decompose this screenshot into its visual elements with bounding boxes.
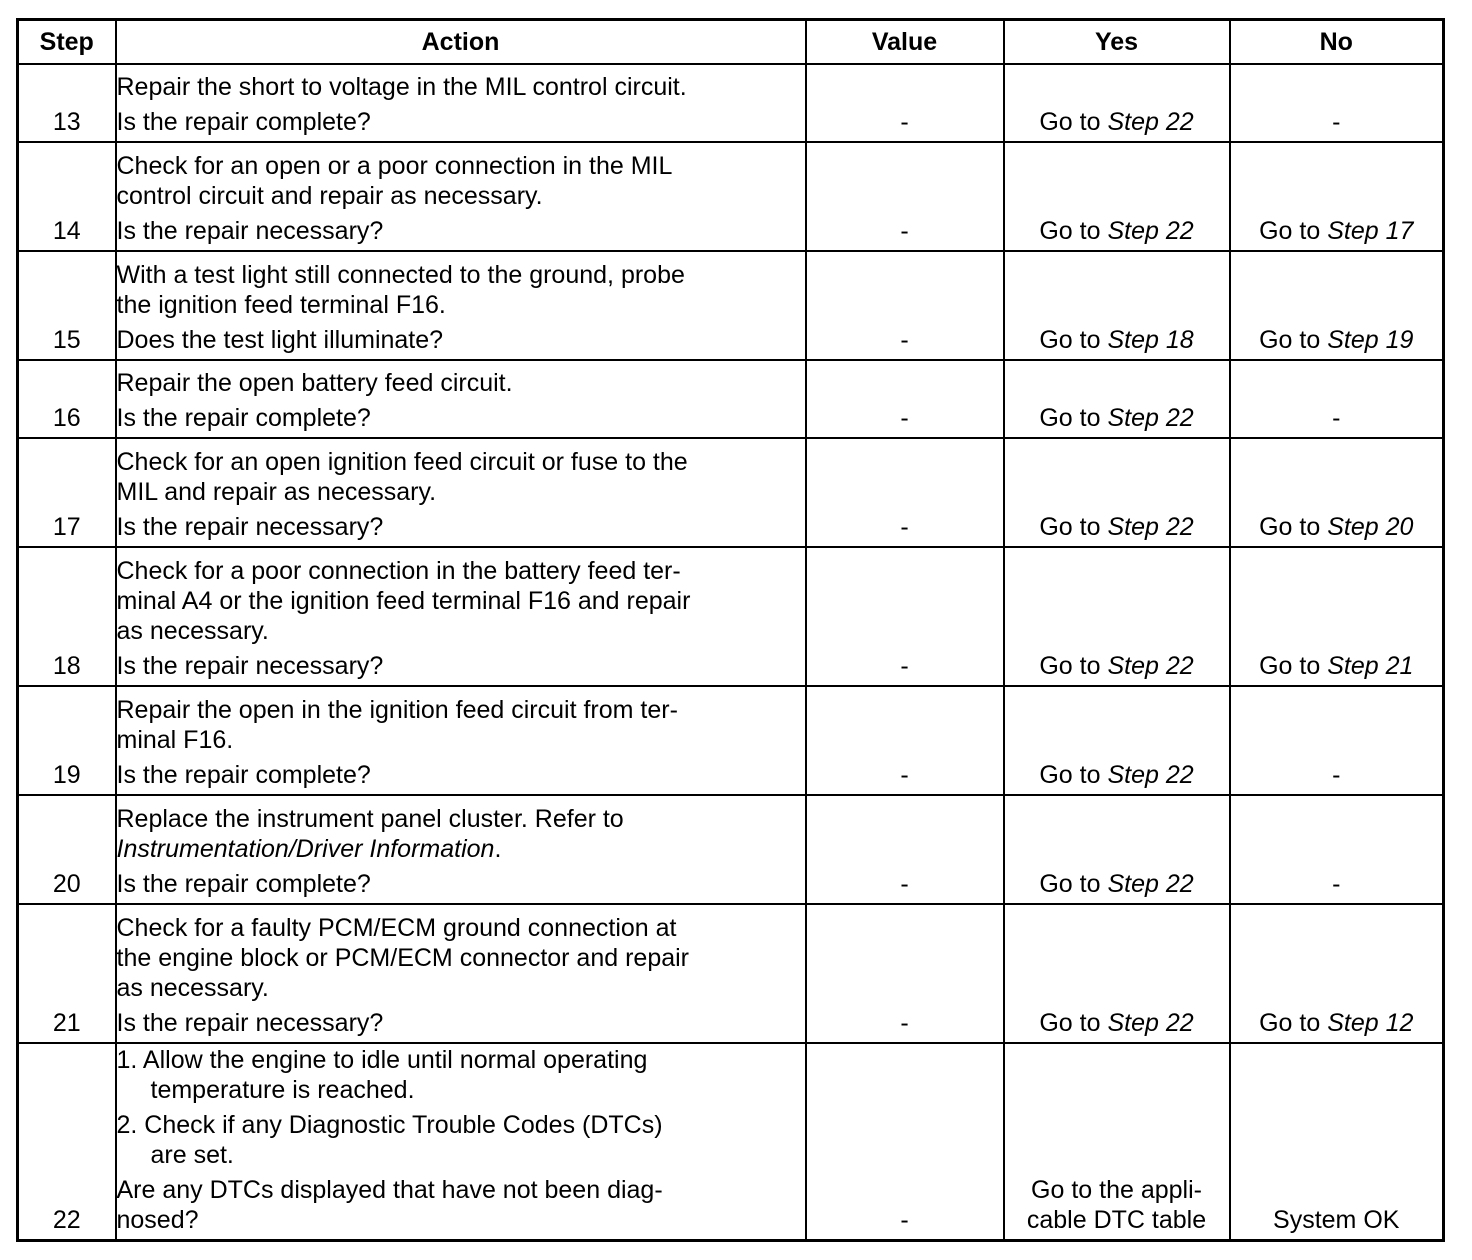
table-row <box>18 904 1444 1043</box>
value-cell: - <box>806 251 1004 360</box>
substep-text: 2. Check if any Diagnostic Trouble Codes (DTCs) <box>116 1111 663 1139</box>
action-cell <box>116 64 806 142</box>
table-row <box>18 795 1444 904</box>
header-row <box>18 20 1444 65</box>
action-text: Repair the open in the ignition feed circuit from ter- <box>116 696 678 724</box>
yes-cell <box>1004 904 1230 1043</box>
substep-text: 1. Allow the engine to idle until normal operating <box>116 1046 648 1074</box>
action-text: Repair the open battery feed circuit. <box>116 369 513 397</box>
action-text: . <box>494 835 502 863</box>
action-question: Is the repair necessary? <box>116 513 384 541</box>
no-cell <box>1230 142 1444 251</box>
yes-text: Go to the appli- <box>1031 1176 1202 1204</box>
diagnostic-table <box>16 18 1445 1242</box>
no-prefix: Go to <box>1259 513 1328 541</box>
action-cell <box>116 251 806 360</box>
yes-prefix: Go to <box>1039 513 1108 541</box>
no-cell <box>1230 251 1444 360</box>
action-substeps <box>117 1045 805 1170</box>
no-step-ref: Step 21 <box>1327 652 1414 680</box>
action-text: the ignition feed terminal F16. <box>116 291 446 319</box>
action-text: minal F16. <box>116 726 234 754</box>
action-text: Check for a faulty PCM/ECM ground connection at <box>116 914 677 942</box>
no-cell: System OK <box>1230 1043 1444 1241</box>
no-cell: - <box>1230 64 1444 142</box>
value-cell: - <box>806 142 1004 251</box>
no-cell <box>1230 438 1444 547</box>
step-number: 13 <box>18 64 116 142</box>
action-cell <box>116 904 806 1043</box>
action-text: Replace the instrument panel cluster. Refer to <box>116 805 624 833</box>
yes-step-ref: Step 22 <box>1107 217 1194 245</box>
table-row <box>18 64 1444 142</box>
action-question: Does the test light illuminate? <box>116 326 444 354</box>
yes-step-ref: Step 22 <box>1107 652 1194 680</box>
action-question: Is the repair complete? <box>116 108 371 136</box>
no-prefix: Go to <box>1259 326 1328 354</box>
step-number: 22 <box>18 1043 116 1241</box>
yes-prefix: Go to <box>1039 870 1108 898</box>
yes-cell <box>1004 251 1230 360</box>
no-step-ref: Step 19 <box>1327 326 1414 354</box>
action-text: Repair the short to voltage in the MIL control circuit. <box>116 73 687 101</box>
question-line: Are any DTCs displayed that have not been diag- <box>116 1176 663 1204</box>
yes-cell <box>1004 64 1230 142</box>
table-row <box>18 438 1444 547</box>
yes-cell <box>1004 438 1230 547</box>
action-text: With a test light still connected to the ground, probe <box>116 261 685 289</box>
no-cell: - <box>1230 360 1444 438</box>
no-cell: - <box>1230 686 1444 795</box>
substep-item <box>117 1110 805 1170</box>
value-cell: - <box>806 1043 1004 1241</box>
action-text: the engine block or PCM/ECM connector and repair <box>116 944 690 972</box>
action-cell <box>116 438 806 547</box>
table-row <box>18 686 1444 795</box>
substep-text: are set. <box>150 1141 234 1169</box>
substep-text: temperature is reached. <box>150 1076 415 1104</box>
no-step-ref: Step 17 <box>1327 217 1414 245</box>
substep-item <box>117 1045 805 1105</box>
action-cell <box>116 795 806 904</box>
manual-section-ref: Instrumentation/Driver Information <box>116 835 495 863</box>
action-question: Is the repair necessary? <box>116 652 384 680</box>
yes-cell <box>1004 1043 1230 1241</box>
no-step-ref: Step 20 <box>1327 513 1414 541</box>
yes-prefix: Go to <box>1039 652 1108 680</box>
action-text: MIL and repair as necessary. <box>116 478 437 506</box>
header-action: Action <box>116 20 806 65</box>
value-cell: - <box>806 64 1004 142</box>
value-cell: - <box>806 686 1004 795</box>
action-question: Is the repair complete? <box>116 404 371 432</box>
no-prefix: Go to <box>1259 217 1328 245</box>
table-row <box>18 1043 1444 1241</box>
step-number: 14 <box>18 142 116 251</box>
step-number: 21 <box>18 904 116 1043</box>
action-text: minal A4 or the ignition feed terminal F16 and repair <box>116 587 691 615</box>
action-text: control circuit and repair as necessary. <box>116 182 543 210</box>
value-cell: - <box>806 547 1004 686</box>
action-cell <box>116 360 806 438</box>
yes-prefix: Go to <box>1039 404 1108 432</box>
step-number: 15 <box>18 251 116 360</box>
value-cell: - <box>806 438 1004 547</box>
yes-step-ref: Step 18 <box>1107 326 1194 354</box>
table-row <box>18 360 1444 438</box>
header-step: Step <box>18 20 116 65</box>
no-prefix: Go to <box>1259 652 1328 680</box>
action-cell <box>116 1043 806 1241</box>
step-number: 16 <box>18 360 116 438</box>
yes-prefix: Go to <box>1039 761 1108 789</box>
header-no: No <box>1230 20 1444 65</box>
value-cell: - <box>806 904 1004 1043</box>
table-row <box>18 547 1444 686</box>
yes-cell <box>1004 360 1230 438</box>
step-number: 18 <box>18 547 116 686</box>
action-cell <box>116 547 806 686</box>
step-number: 19 <box>18 686 116 795</box>
yes-text: cable DTC table <box>1026 1206 1207 1234</box>
header-value: Value <box>806 20 1004 65</box>
action-question: Is the repair complete? <box>116 870 371 898</box>
no-prefix: Go to <box>1259 1009 1328 1037</box>
no-cell <box>1230 547 1444 686</box>
yes-cell <box>1004 795 1230 904</box>
action-cell <box>116 686 806 795</box>
no-step-ref: Step 12 <box>1327 1009 1414 1037</box>
action-text: as necessary. <box>116 617 269 645</box>
yes-cell <box>1004 547 1230 686</box>
action-text: as necessary. <box>116 974 269 1002</box>
action-text: Check for an open or a poor connection in the MIL <box>116 152 673 180</box>
action-question <box>117 1175 805 1235</box>
action-text: Check for an open ignition feed circuit or fuse to the <box>116 448 688 476</box>
yes-prefix: Go to <box>1039 326 1108 354</box>
question-line: nosed? <box>116 1206 199 1234</box>
action-question: Is the repair necessary? <box>116 217 384 245</box>
action-cell <box>116 142 806 251</box>
yes-step-ref: Step 22 <box>1107 513 1194 541</box>
step-number: 20 <box>18 795 116 904</box>
action-question: Is the repair necessary? <box>116 1009 384 1037</box>
yes-cell <box>1004 686 1230 795</box>
table-row <box>18 142 1444 251</box>
no-cell <box>1230 904 1444 1043</box>
header-yes: Yes <box>1004 20 1230 65</box>
table-row <box>18 251 1444 360</box>
yes-prefix: Go to <box>1039 217 1108 245</box>
value-cell: - <box>806 795 1004 904</box>
step-number: 17 <box>18 438 116 547</box>
value-cell: - <box>806 360 1004 438</box>
action-question: Is the repair complete? <box>116 761 371 789</box>
yes-step-ref: Step 22 <box>1107 1009 1194 1037</box>
yes-step-ref: Step 22 <box>1107 108 1194 136</box>
no-cell: - <box>1230 795 1444 904</box>
yes-step-ref: Step 22 <box>1107 404 1194 432</box>
yes-step-ref: Step 22 <box>1107 761 1194 789</box>
yes-prefix: Go to <box>1039 108 1108 136</box>
action-text: Check for a poor connection in the battery feed ter- <box>116 557 681 585</box>
yes-step-ref: Step 22 <box>1107 870 1194 898</box>
yes-cell <box>1004 142 1230 251</box>
yes-prefix: Go to <box>1039 1009 1108 1037</box>
